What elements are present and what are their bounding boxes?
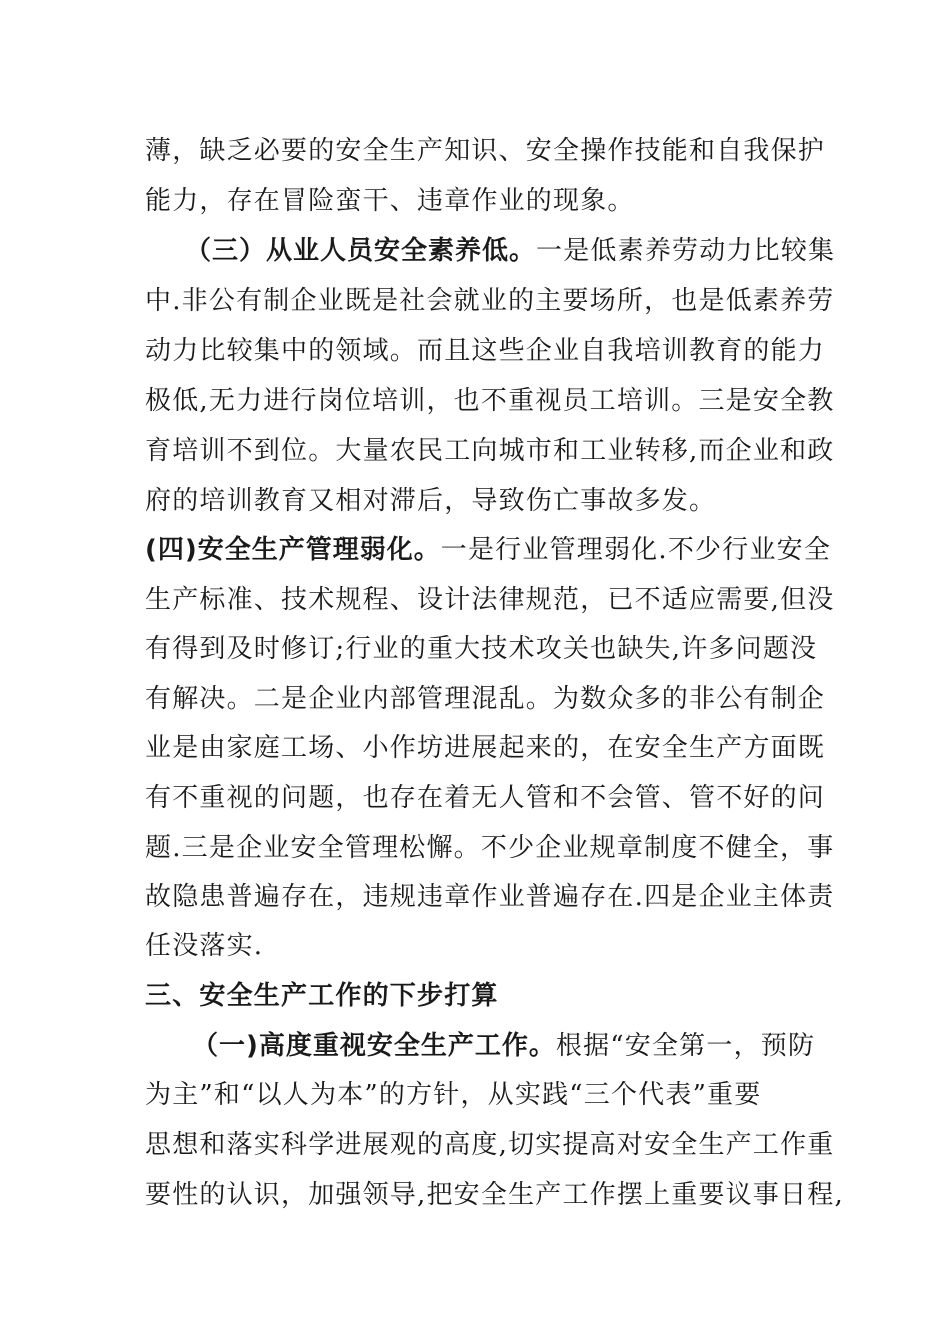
paragraph-line: 有解决。二是企业内部管理混乱。为数众多的非公有制企 — [145, 684, 826, 714]
paragraph-line: 府的培训教育又相对滞后，导致伤亡事故多发。 — [145, 486, 717, 516]
paragraph-heading: （一)高度重视安全生产工作。 — [192, 1031, 556, 1061]
paragraph-first-line — [185, 226, 836, 276]
paragraph-heading: （三）从业人员安全素养低。 — [185, 236, 537, 266]
paragraph-line: 极低,无力进行岗位培训，也不重视员工培训。三是安全教 — [145, 386, 835, 416]
paragraph-line: 薄，缺乏必要的安全生产知识、安全操作技能和自我保护 — [145, 136, 826, 166]
paragraph-line: 能力，存在冒险蛮干、违章作业的现象。 — [145, 186, 635, 216]
paragraph-line: 题.三是企业安全管理松懈。不少企业规章制度不健全，事 — [145, 833, 835, 863]
paragraph-line: 思想和落实科学进展观的高度,切实提高对安全生产工作重 — [145, 1130, 835, 1160]
paragraph-text: 一是行业管理弱化.不少行业安全 — [440, 535, 832, 565]
paragraph-line: 为主”和“以人为本”的方针，从实践“三个代表”重要 — [145, 1080, 762, 1110]
paragraph-line: 有不重视的问题，也存在着无人管和不会管、管不好的问 — [145, 783, 826, 813]
paragraph-line: 生产标准、技术规程、设计法律规范，已不适应需要,但没 — [145, 585, 835, 615]
paragraph-line: 任没落实. — [145, 931, 264, 961]
paragraph-first-line — [192, 1021, 816, 1071]
paragraph-line: 业是由家庭工场、小作坊进展起来的，在安全生产方面既 — [145, 733, 826, 763]
paragraph-line: 育培训不到位。大量农民工向城市和工业转移,而企业和政 — [145, 436, 835, 466]
paragraph-heading: (四)安全生产管理弱化。 — [145, 535, 441, 565]
paragraph-text: 根据“安全第一，预防 — [555, 1031, 816, 1061]
paragraph-text: 一是低素养劳动力比较集 — [536, 236, 836, 266]
paragraph-line: 中.非公有制企业既是社会就业的主要场所，也是低素养劳 — [145, 286, 835, 316]
paragraph-line: 动力比较集中的领域。而且这些企业自我培训教育的能力 — [145, 336, 826, 366]
paragraph-first-line — [145, 525, 832, 575]
paragraph-line: 有得到及时修订;行业的重大技术攻关也缺失,许多问题没 — [145, 634, 818, 664]
section-heading: 三、安全生产工作的下步打算 — [145, 981, 499, 1011]
paragraph-line: 要性的认识，加强领导,把安全生产工作摆上重要议事日程, — [145, 1180, 844, 1210]
paragraph-line: 故隐患普遍存在，违规违章作业普遍存在.四是企业主体责 — [145, 882, 835, 912]
